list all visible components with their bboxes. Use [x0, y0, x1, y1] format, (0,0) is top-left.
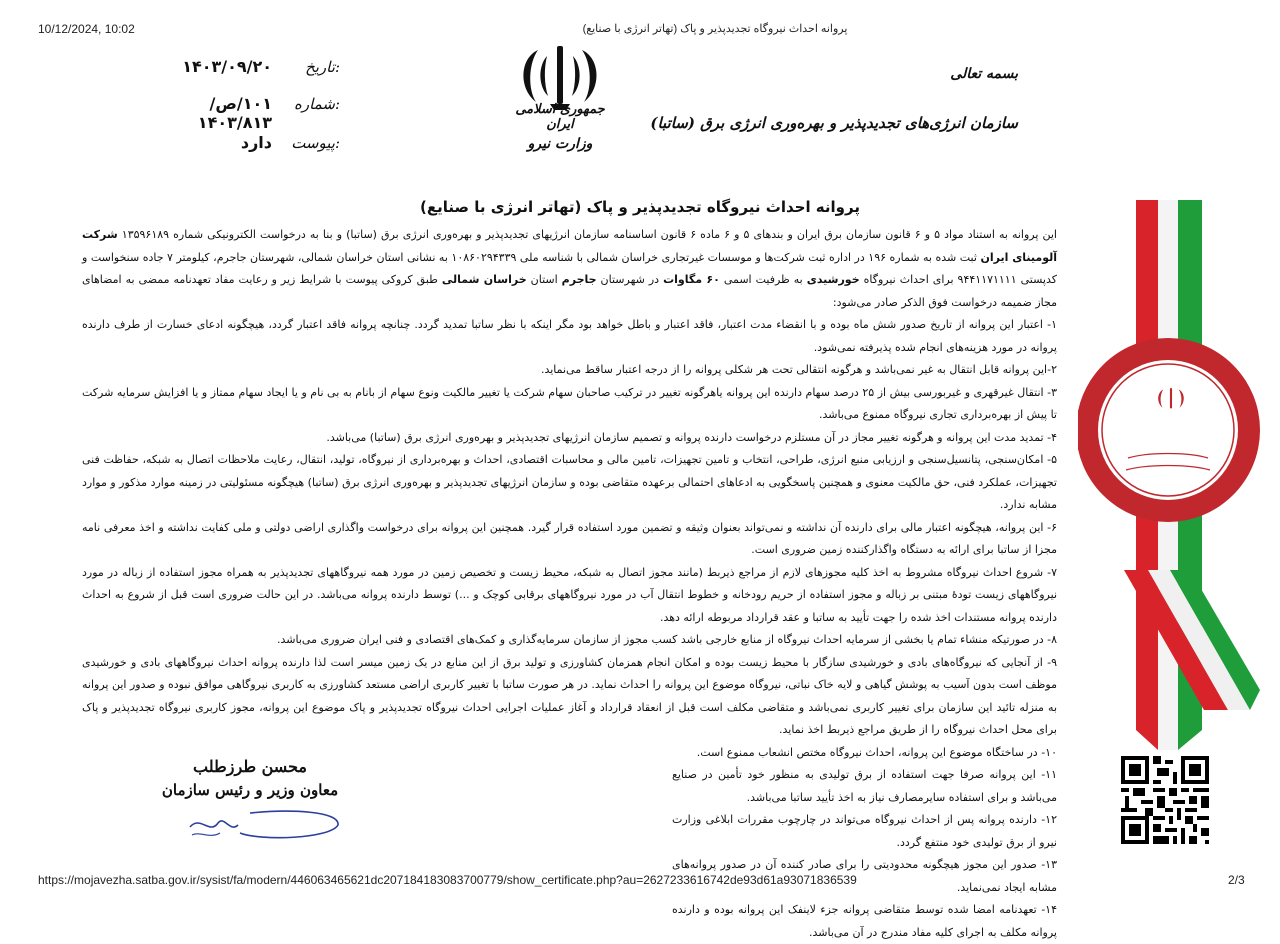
condition-item: ۶- این پروانه، هیچگونه اعتبار مالی برای دارنده آن نداشته و نمی‌تواند بعنوان وثیقه و تضمین مورد استفاده قرار گیرد. همچنین این پروانه برای درخواست واگذاری اراضی دولتی و ملی کفایت نداشته و اخذ معرفی نامه مجزا از ساتبا برای ارائه به دستگاه واگذارکننده زمین ضروری است. [82, 517, 1057, 562]
condition-item: ۷- شروع احداث نیروگاه مشروط به اخذ کلیه مجوزهای لازم از مراجع ذیربط (مانند مجوز اتصال به شبکه، محیط زیست و تخصیص زمین در مورد همه نیروگاههای تجدیدپذیر به همراه مجوز استفاده از زباله در مورد نیروگاههای زیست تودهٔ مبتنی بر زباله و مجوز استفاده از حریم رودخانه و خطوط انتقال آب در مورد نیروگاههای برقابی کوچک و ...) توسط دارنده پروانه می‌باشد. در این حالت ضروری است قبل از شروع به احداث دارنده پروانه مستندات اخذ شده را جهت تأیید به ساتبا و عقد قرارداد مربوطه ارائه دهد. [82, 562, 1057, 630]
plant-capacity: ۶۰ مگاوات [663, 273, 720, 286]
print-page-title: پروانه احداث نیروگاه تجدیدپذیر و پاک (تهاتر انرژی با صنایع) [480, 22, 950, 35]
intro-paragraph [82, 224, 1057, 314]
plant-province: خراسان شمالی [442, 273, 527, 286]
print-url[interactable]: https://mojavezha.satba.gov.ir/sysist/fa/modern/446063465621dc207184183083700779/show_certificate.php?au=2627233616742de93d61a93071836539 [38, 873, 857, 887]
plant-city: جاجرم [562, 273, 597, 286]
plant-type: خورشیدی [807, 273, 860, 286]
org-name: سازمان انرژی‌های تجدیدپذیر و بهره‌وری انرژی برق (ساتبا) [650, 114, 1018, 132]
intro-part-4: در شهرستان [601, 273, 660, 286]
date-label: تاریخ: [305, 58, 340, 76]
letter-meta [160, 52, 360, 162]
condition-item: ۱۲- دارنده پروانه پس از احداث نیروگاه می‌تواند در چارچوب مقررات ابلاغی وزارت نیرو از برق تولیدی خود منتفع گردد. [672, 809, 1057, 854]
condition-item: ۱- اعتبار این پروانه از تاریخ صدور شش ماه بوده و با انقضاء مدت اعتبار، فاقد اعتبار و باطل خواهد بود مگر اینکه با نظر ساتبا تمدید گردد. چنانچه پروانه فاقد اعتبار گردد، هیچگونه ادعای خسارت از طرف دارنده پروانه در مورد هزینه‌های انجام شده پذیرفته نمی‌شود. [82, 314, 1057, 359]
intro-part-6: طبق کروکی پیوست با شرایط زیر و رعایت مفاد تعهدنامه ممضی به امضاهای مجاز ضمیمه درخواست فوق الذکر صادر می‌شود: [82, 273, 1057, 309]
condition-item: ۸- در صورتیکه منشاء تمام یا بخشی از سرمایه احداث نیروگاه از منابع خارجی باشد کسب مجوز از سازمان سرمایه‌گذاری و کمک‌های اقتصادی و فنی ایران ضروری می‌باشد. [82, 629, 1057, 652]
intro-part-1: این پروانه به استناد مواد ۵ و ۶ قانون سازمان برق ایران و بندهای ۵ و ۶ ماده ۶ قانون اساسنامه سازمان انرژیهای تجدیدپذیر و بهره‌وری انرژی برق (ساتبا) و بنا به درخواست الکترونیکی شماره ۱۳۵۹۶۱۸۹ [122, 228, 1057, 241]
basmala: بسمه تعالی [950, 66, 1018, 82]
print-datetime: 10/12/2024, 10:02 [38, 22, 135, 36]
intro-part-3: به ظرفیت اسمی [724, 273, 803, 286]
condition-item: ۵- امکان‌سنجی، پتانسیل‌سنجی و ارزیابی منبع انرژی، طراحی، انتخاب و تامین تجهیزات، تامین مالی و محاسبات اقتصادی، احداث و بهره‌برداری از نیروگاه، تولید، انتقال، رعایت ملاحظات اتصال به شبکه، حفاظت فنی تجهیزات، عملکرد فنی، حق مالکیت معنوی و همچنین پاسخگویی به ادعاهای احتمالی برعهده متقاضی بوده و سازمان انرژیهای تجدیدپذیر و بهره‌وری انرژی برق (ساتبا) هیچگونه مسئولیتی در زمینه موارد مذکور و موارد مشابه ندارد. [82, 449, 1057, 517]
ribbon-seal [1078, 190, 1260, 750]
seal-icon [1078, 338, 1260, 522]
condition-item: ۱۴- تعهدنامه امضا شده توسط متقاضی پروانه جزء لاینفک این پروانه بوده و دارنده پروانه مکلف به اجرای کلیه مفاد مندرج در آن می‌باشد. [672, 899, 1057, 944]
condition-item: ۱۰- در ساختگاه موضوع این پروانه، احداث نیروگاه مختص انشعاب ممنوع است. [672, 742, 1057, 765]
number-value: ۱۰۱/ص/۱۴۰۳/۸۱۳ [160, 94, 272, 132]
signature-image [180, 805, 350, 845]
date-value: ۱۴۰۳/۰۹/۲۰ [182, 57, 272, 76]
emblem-country: جمهوری اسلامی ایران [500, 102, 620, 132]
condition-item: ۱۳- صدور این مجوز هیچگونه محدودیتی را برای صادر کننده آن در صدور پروانه‌های مشابه ایجاد نمی‌نماید. [672, 854, 1057, 899]
company-name: شرکت آلومینای ایران [82, 228, 1057, 264]
number-label: شماره: [294, 95, 340, 113]
attachment-label: پیوست: [291, 134, 340, 152]
signatory-position: معاون وزیر و رئیس سازمان [140, 781, 360, 799]
attachment-value: دارد [241, 133, 272, 152]
condition-item: ۲-این پروانه قابل انتقال به غیر نمی‌باشد و هرگونه انتقالی تحت هر شکلی پروانه را از درجه اعتبار ساقط می‌نماید. [82, 359, 1057, 382]
iran-emblem [500, 40, 620, 170]
condition-item: ۴- تمدید مدت این پروانه و هرگونه تغییر مجاز در آن مستلزم درخواست دارنده پروانه و تصمیم سازمان انرژیهای تجدیدپذیر و بهره‌وری انرژی برق (ساتبا) می‌باشد. [82, 427, 1057, 450]
intro-part-5: استان [531, 273, 558, 286]
emblem-ministry: وزارت نیرو [500, 136, 620, 152]
signatory-name: محسن طرزطلب [140, 757, 360, 776]
intro-part-2: ثبت شده به شماره ۱۹۶ در اداره ثبت شرکت‌ها و موسسات غیرتجاری خراسان شمالی با شناسه ملی ۱۰۸۶۰۲۹۴۳۳۹ به نشانی استان خراسان شمالی، شهرستان جاجرم، کیلومتر ۷ جاده سنخواست و کدپستی ۹۴۴۱۱۷۱۱۱۱ برای احداث نیروگاه [82, 251, 1057, 287]
print-page-number: 2/3 [1228, 873, 1245, 887]
condition-item: ۳- انتقال غیرقهری و غیربورسی بیش از ۲۵ درصد سهام دارنده این پروانه یاهرگونه تغییر در ترکیب صاحبان سهام شرکت یا تغییر مالکیت ونوع سهام از بانام به بی نام و یا ایجاد سهام ممتاز و یا افزایش سرمایه شرکت تا پیش از بهره‌برداری تجاری نیروگاه ممنوع می‌باشد. [82, 382, 1057, 427]
condition-item: ۱۱- این پروانه صرفا جهت استفاده از برق تولیدی به منظور خود تأمین در صنایع می‌باشد و برای استفاده سایرمصارف نیاز به اخذ تأیید ساتبا می‌باشد. [672, 764, 1057, 809]
condition-item: ۹- از آنجایی که نیروگاه‌های بادی و خورشیدی سازگار با محیط زیست بوده و امکان انجام همزمان کشاورزی و تولید برق از این منابع در یک زمین میسر است لذا دارنده پروانه احداث نیروگاههای بادی و خورشیدی موظف است بدون آسیب به پوشش گیاهی و لایه خاک نباتی، نیروگاه موضوع این پروانه را احداث نماید. در هر صورت ساتبا با تغییر کاربری اراضی مستعد کشاورزی به کاربری نیروگاهی موافق نبوده و صدور این پروانه به منزله تائید این سازمان برای تغییر کاربری نمی‌باشد و متقاضی مکلف است قبل از انعقاد قرارداد و آغاز عملیات اجرایی احداث نیروگاه تجدیدپذیر و پاک موضوع این پروانه، مجوز کاربری نیروگاه تجدیدپذیر و پاک برای محل احداث نیروگاه را از طریق مراجع ذیربط اخذ نماید. [82, 652, 1057, 742]
document-title: پروانه احداث نیروگاه تجدیدپذیر و پاک (تهاتر انرژی با صنایع) [0, 198, 1280, 216]
qr-code-icon [1117, 752, 1213, 848]
